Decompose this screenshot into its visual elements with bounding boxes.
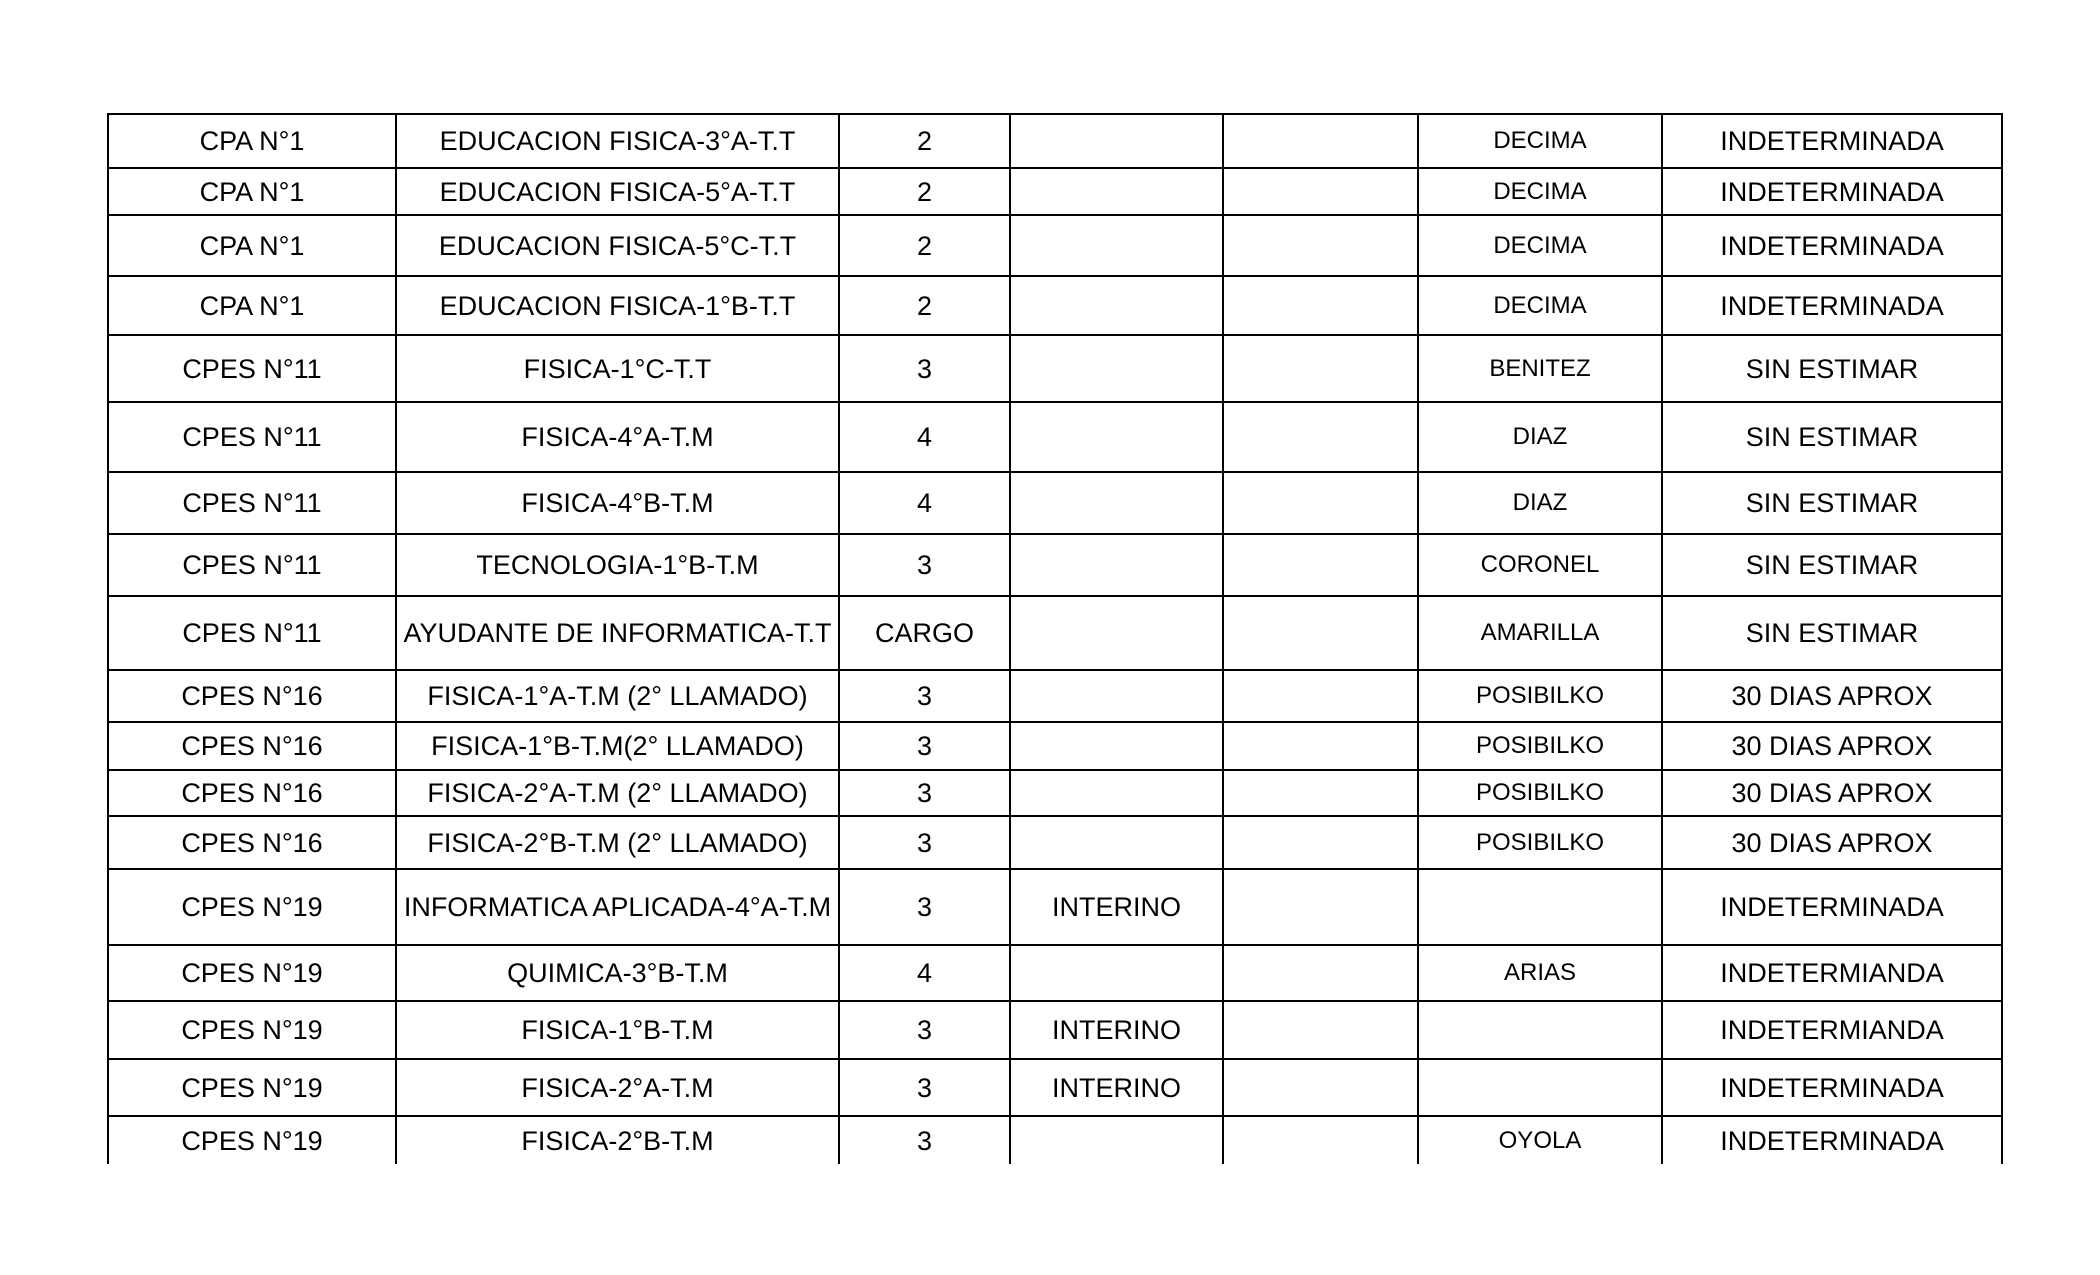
extra-cell	[1223, 670, 1418, 722]
extra-cell	[1223, 869, 1418, 945]
teacher-cell: ARIAS	[1418, 945, 1662, 1001]
extra-cell	[1223, 722, 1418, 770]
teacher-cell: CORONEL	[1418, 534, 1662, 596]
duration-cell: INDETERMINADA	[1662, 276, 2002, 335]
teacher-cell: DECIMA	[1418, 276, 1662, 335]
hours-cell: 3	[839, 335, 1010, 402]
teacher-cell: POSIBILKO	[1418, 770, 1662, 816]
duration-cell: 30 DIAS APROX	[1662, 670, 2002, 722]
table-row	[108, 534, 2002, 596]
table-row	[108, 215, 2002, 276]
duration-cell: INDETERMIANDA	[1662, 945, 2002, 1001]
extra-cell	[1223, 168, 1418, 215]
extra-cell	[1223, 335, 1418, 402]
teacher-cell: POSIBILKO	[1418, 722, 1662, 770]
subject-cell: FISICA-4°A-T.M	[396, 402, 839, 472]
table-row	[108, 670, 2002, 722]
teacher-cell: OYOLA	[1418, 1116, 1662, 1164]
school-cell: CPES N°16	[108, 722, 396, 770]
hours-cell: 3	[839, 1001, 1010, 1059]
hours-cell: 4	[839, 472, 1010, 534]
subject-cell: FISICA-1°B-T.M	[396, 1001, 839, 1059]
hours-cell: 2	[839, 215, 1010, 276]
duration-cell: 30 DIAS APROX	[1662, 770, 2002, 816]
extra-cell	[1223, 770, 1418, 816]
hours-cell: 3	[839, 1059, 1010, 1116]
status-cell	[1010, 770, 1223, 816]
extra-cell	[1223, 215, 1418, 276]
duration-cell: SIN ESTIMAR	[1662, 402, 2002, 472]
status-cell	[1010, 722, 1223, 770]
extra-cell	[1223, 1059, 1418, 1116]
subject-cell: QUIMICA-3°B-T.M	[396, 945, 839, 1001]
status-cell	[1010, 168, 1223, 215]
teacher-cell	[1418, 1001, 1662, 1059]
duration-cell: INDETERMIANDA	[1662, 1001, 2002, 1059]
table-row	[108, 276, 2002, 335]
teacher-cell: POSIBILKO	[1418, 670, 1662, 722]
extra-cell	[1223, 816, 1418, 869]
subject-cell: EDUCACION FISICA-5°A-T.T	[396, 168, 839, 215]
duration-cell: SIN ESTIMAR	[1662, 335, 2002, 402]
hours-cell: 3	[839, 670, 1010, 722]
hours-cell: CARGO	[839, 596, 1010, 670]
table-row	[108, 114, 2002, 168]
table-row	[108, 596, 2002, 670]
teacher-cell	[1418, 1059, 1662, 1116]
subject-cell: FISICA-2°B-T.M	[396, 1116, 839, 1164]
school-cell: CPES N°11	[108, 335, 396, 402]
subject-cell: FISICA-1°B-T.M(2° LLAMADO)	[396, 722, 839, 770]
status-cell	[1010, 114, 1223, 168]
status-cell	[1010, 215, 1223, 276]
table-row	[108, 335, 2002, 402]
table-row	[108, 722, 2002, 770]
extra-cell	[1223, 596, 1418, 670]
extra-cell	[1223, 402, 1418, 472]
table-row	[108, 770, 2002, 816]
school-cell: CPES N°16	[108, 670, 396, 722]
hours-cell: 3	[839, 816, 1010, 869]
status-cell: INTERINO	[1010, 1001, 1223, 1059]
subject-cell: INFORMATICA APLICADA-4°A-T.M	[396, 869, 839, 945]
extra-cell	[1223, 114, 1418, 168]
duration-cell: INDETERMINADA	[1662, 215, 2002, 276]
status-cell: INTERINO	[1010, 1059, 1223, 1116]
status-cell	[1010, 335, 1223, 402]
subject-cell: FISICA-2°B-T.M (2° LLAMADO)	[396, 816, 839, 869]
school-cell: CPES N°16	[108, 816, 396, 869]
duration-cell: INDETERMINADA	[1662, 114, 2002, 168]
assignments-table	[107, 113, 2003, 1164]
school-cell: CPA N°1	[108, 114, 396, 168]
school-cell: CPES N°11	[108, 596, 396, 670]
teacher-cell	[1418, 869, 1662, 945]
duration-cell: SIN ESTIMAR	[1662, 534, 2002, 596]
school-cell: CPES N°19	[108, 869, 396, 945]
teacher-cell: DECIMA	[1418, 114, 1662, 168]
status-cell	[1010, 534, 1223, 596]
school-cell: CPA N°1	[108, 215, 396, 276]
school-cell: CPES N°11	[108, 402, 396, 472]
table-row	[108, 816, 2002, 869]
extra-cell	[1223, 1001, 1418, 1059]
duration-cell: INDETERMINADA	[1662, 1059, 2002, 1116]
subject-cell: EDUCACION FISICA-1°B-T.T	[396, 276, 839, 335]
extra-cell	[1223, 534, 1418, 596]
duration-cell: INDETERMINADA	[1662, 869, 2002, 945]
table-row	[108, 1059, 2002, 1116]
table-body	[108, 114, 2002, 1164]
status-cell	[1010, 596, 1223, 670]
subject-cell: EDUCACION FISICA-3°A-T.T	[396, 114, 839, 168]
table-row	[108, 1116, 2002, 1164]
status-cell	[1010, 402, 1223, 472]
status-cell: INTERINO	[1010, 869, 1223, 945]
hours-cell: 2	[839, 114, 1010, 168]
table-row	[108, 945, 2002, 1001]
table-row	[108, 402, 2002, 472]
teacher-cell: DECIMA	[1418, 168, 1662, 215]
status-cell	[1010, 472, 1223, 534]
hours-cell: 4	[839, 402, 1010, 472]
school-cell: CPES N°16	[108, 770, 396, 816]
school-cell: CPES N°19	[108, 1059, 396, 1116]
teacher-cell: DIAZ	[1418, 472, 1662, 534]
subject-cell: TECNOLOGIA-1°B-T.M	[396, 534, 839, 596]
school-cell: CPES N°19	[108, 1001, 396, 1059]
duration-cell: 30 DIAS APROX	[1662, 722, 2002, 770]
table-row	[108, 1001, 2002, 1059]
extra-cell	[1223, 276, 1418, 335]
teacher-cell: POSIBILKO	[1418, 816, 1662, 869]
school-cell: CPES N°11	[108, 472, 396, 534]
school-cell: CPES N°19	[108, 945, 396, 1001]
status-cell	[1010, 670, 1223, 722]
hours-cell: 2	[839, 168, 1010, 215]
hours-cell: 3	[839, 722, 1010, 770]
school-cell: CPES N°11	[108, 534, 396, 596]
school-cell: CPES N°19	[108, 1116, 396, 1164]
duration-cell: SIN ESTIMAR	[1662, 472, 2002, 534]
hours-cell: 3	[839, 770, 1010, 816]
duration-cell: 30 DIAS APROX	[1662, 816, 2002, 869]
hours-cell: 3	[839, 869, 1010, 945]
table-row	[108, 869, 2002, 945]
duration-cell: INDETERMINADA	[1662, 1116, 2002, 1164]
status-cell	[1010, 276, 1223, 335]
status-cell	[1010, 1116, 1223, 1164]
table-row	[108, 168, 2002, 215]
extra-cell	[1223, 1116, 1418, 1164]
school-cell: CPA N°1	[108, 276, 396, 335]
duration-cell: INDETERMINADA	[1662, 168, 2002, 215]
hours-cell: 3	[839, 1116, 1010, 1164]
extra-cell	[1223, 472, 1418, 534]
subject-cell: FISICA-2°A-T.M (2° LLAMADO)	[396, 770, 839, 816]
status-cell	[1010, 816, 1223, 869]
subject-cell: AYUDANTE DE INFORMATICA-T.T	[396, 596, 839, 670]
teacher-cell: DIAZ	[1418, 402, 1662, 472]
subject-cell: FISICA-1°C-T.T	[396, 335, 839, 402]
school-cell: CPA N°1	[108, 168, 396, 215]
duration-cell: SIN ESTIMAR	[1662, 596, 2002, 670]
table-row	[108, 472, 2002, 534]
subject-cell: FISICA-1°A-T.M (2° LLAMADO)	[396, 670, 839, 722]
subject-cell: FISICA-2°A-T.M	[396, 1059, 839, 1116]
hours-cell: 2	[839, 276, 1010, 335]
teacher-cell: AMARILLA	[1418, 596, 1662, 670]
teacher-cell: DECIMA	[1418, 215, 1662, 276]
subject-cell: FISICA-4°B-T.M	[396, 472, 839, 534]
teacher-cell: BENITEZ	[1418, 335, 1662, 402]
subject-cell: EDUCACION FISICA-5°C-T.T	[396, 215, 839, 276]
extra-cell	[1223, 945, 1418, 1001]
hours-cell: 3	[839, 534, 1010, 596]
hours-cell: 4	[839, 945, 1010, 1001]
status-cell	[1010, 945, 1223, 1001]
